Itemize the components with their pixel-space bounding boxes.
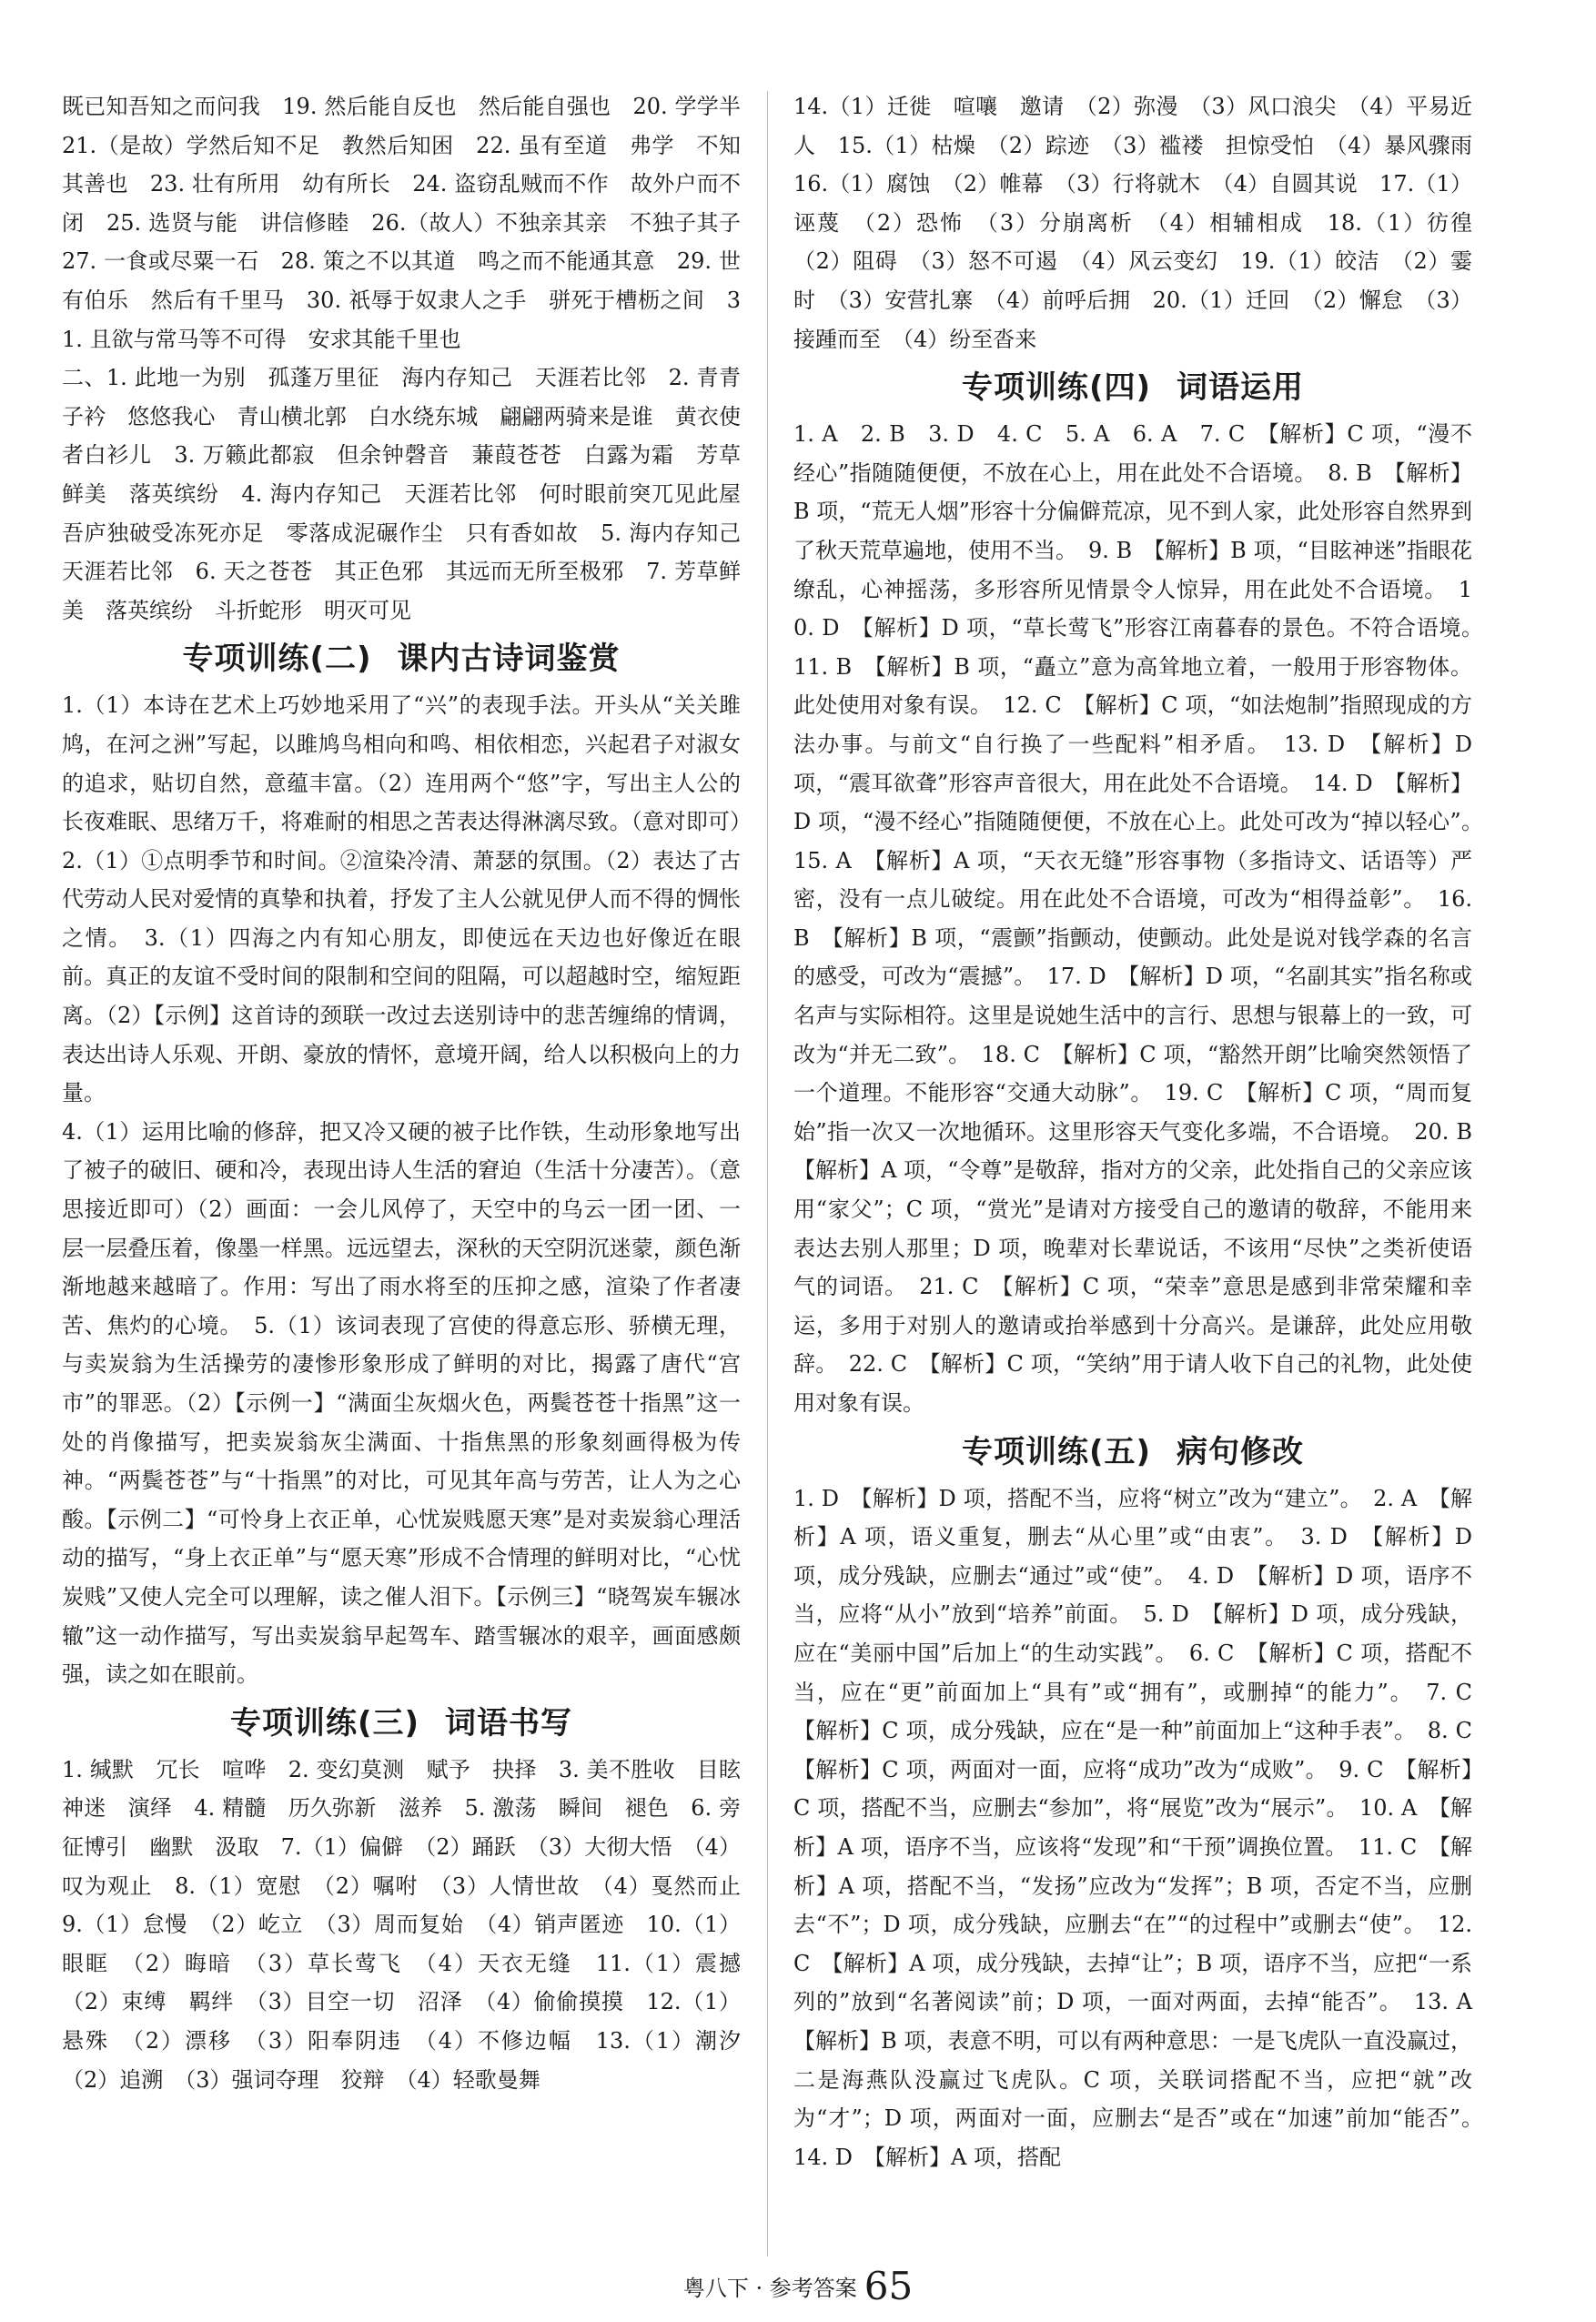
answers-sentence-correction: 1. D 【解析】D 项，搭配不当，应将“树立”改为“建立”。 2. A 【解析】A 项，语义重复，删去“从心里”或“由衷”。 3. D 【解析】D 项，成分残缺，应删去“通过”或“使”。 4. D 【解析】D 项，语序不当，应将“从小”放到“培养”前面。 5. D 【解析】D 项，成分残缺，应在“美丽中国”后加上“的生动实践”。 6. C 【解析】C 项，搭配不当，应在“更”前面加上“具有”或“拥有”，或删掉“的能力”。 7. C 【解析】C 项，成分残缺，应在“是一种”前面加上“这种手表”。 8. C 【解析】C 项，两面对一面，应将“成功”改为“成败”。 9. C 【解析】C 项，搭配不当，应删去“参加”，将“展览”改为“展示”。 10. A 【解析】A 项，语序不当，应该将“发现”和“干预”调换位置。 11. C 【解析】A 项，搭配不当，“发扬”应改为“发挥”；B 项，否定不当，应删去“不”；D 项，成分残缺，应删去“在”“的过程中”或删去“使”。 12. C 【解析】A 项，成分残缺，去掉“让”；B 项，语序不当，应把“一系列的”放到“名著阅读”前；D 项，一面对两面，去掉“能否”。 13. A 【解析】B 项，表意不明，可以有两种意思：一是飞虎队一直没赢过，二是海燕队没赢过飞虎队。C 项，关联词搭配不当，应把“就”改为“才”；D 项，两面对一面，应删去“是否”或在“加速”前加“能否”。 14. D 【解析】A 项，搭配 [793,1485,1494,2170]
page-number: 65 [864,2264,914,2308]
section-heading-4-title: 词语运用 [1177,369,1305,407]
section-heading-3-title: 词语书写 [445,1704,573,1742]
column-divider [767,91,768,2256]
answers-word-writing-cont: 14.（1）迁徙 喧嚷 邀请 （2）弥漫 （3）风口浪尖 （4）平易近人 15.（1）枯燥 （2）踪迹 （3）褴褛 担惊受怕 （4）暴风骤雨 16.（1）腐蚀 （2）帷幕 （3）行将就木 （4）自圆其说 17.（1）诬蔑 （2）恐怖 （3）分崩离析 （4）相辅相成 18.（1）彷徨 （2）阻碍 （3）怒不可遏 （4）风云变幻 19.（1）皎洁 （2）霎时 （3）安营扎寨 （4）前呼后拥 20.（1）迁回 （2）懈怠 （3）接踵而至 （4）纷至沓来 [793,94,1494,352]
answers-poem-appreciation-1-3: 1.（1）本诗在艺术上巧妙地采用了“兴”的表现手法。开头从“关关雎鸠，在河之洲”写起，以雎鸠鸟相向和鸣、相依相恋，兴起君子对淑女的追求，贴切自然，意蕴丰富。（2）连用两个“悠”字，写出主人公的长夜难眠、思绪万千，将难耐的相思之苦表达得淋漓尽致。（意对即可） 2.（1）①点明季节和时间。②渲染冷清、萧瑟的氛围。（2）表达了古代劳动人民对爱情的真挚和执着，抒发了主人公就见伊人而不得的惆怅之情。 3.（1）四海之内有知心朋友，即使远在天边也好像近在眼前。真正的友谊不受时间的限制和空间的阻隔，可以超越时空，缩短距离。（2）【示例】这首诗的颈联一改过去送别诗中的悲苦缠绵的情调，表达出诗人乐观、开朗、豪放的情怀，意境开阔，给人以积极向上的力量。 [62,692,763,1106]
answers-poem-appreciation-4-5: 4.（1）运用比喻的修辞，把又冷又硬的被子比作铁，生动形象地写出了被子的破旧、硬和冷，表现出诗人生活的窘迫（生活十分凄苦）。（意思接近即可）（2）画面：一会儿风停了，天空中的乌云一团一团、一层一层叠压着，像墨一样黑。远远望去，深秋的天空阴沉迷蒙，颜色渐渐地越来越暗了。作用：写出了雨水将至的压抑之感，渲染了作者凄苦、焦灼的心境。 5.（1）该词表现了宫使的得意忘形、骄横无理，与卖炭翁为生活操劳的凄惨形象形成了鲜明的对比，揭露了唐代“宫市”的罪恶。（2）【示例一】“满面尘灰烟火色，两鬓苍苍十指黑”这一处的肖像描写，把卖炭翁灰尘满面、十指焦黑的形象刻画得极为传神。“两鬓苍苍”与“十指黑”的对比，可见其年高与劳苦，让人为之心酸。【示例二】“可怜身上衣正单，心忧炭贱愿天寒”是对卖炭翁心理活动的描写，“身上衣正单”与“愿天寒”形成不合情理的鲜明对比，“心忧炭贱”又使人完全可以理解，读之催人泪下。【示例三】“晓驾炭车辗冰辙”这一动作描写，写出卖炭翁早起驾车、踏雪辗冰的艰辛，画面感颇强，读之如在眼前。 [62,1118,741,1688]
section-heading-4 [793,362,1472,413]
answers-poem-dictation: 二、1. 此地一为别 孤蓬万里征 海内存知己 天涯若比邻 2. 青青子衿 悠悠我心 青山横北郭 白水绕东城 翩翩两骑来是谁 黄衣使者白衫儿 3. 万籁此都寂 但余钟磬音 蒹葭苍苍 白露为霜 芳草鲜美 落英缤纷 4. 海内存知己 天涯若比邻 何时眼前突兀见此屋 吾庐独破受冻死亦足 零落成泥碾作尘 只有香如故 5. 海内存知己 天涯若比邻 6. 天之苍苍 其正色邪 其远而无所至极邪 7. 芳草鲜美 落英缤纷 斗折蛇形 明灭可见 [62,365,763,623]
right-column [793,87,1494,2176]
answers-classical-recitation: 既已知吾知之而问我 19. 然后能自反也 然后能自强也 20. 学学半 21.（是故）学然后知不足 教然后知困 22. 虽有至道 弗学 不知其善也 23. 壮有所用 幼有所长 24. 盗窃乱贼而不作 故外户而不闭 25. 选贤与能 讲信修睦 26.（故人）不独亲其亲 不独子其子 27. 一食或尽粟一石 28. 策之不以其道 鸣之而不能通其意 29. 世有伯乐 然后有千里马 30. 祇辱于奴隶人之手 骈死于槽枥之间 31. 且欲与常马等不可得 安求其能千里也 [62,94,763,352]
answers-word-usage: 1. A 2. B 3. D 4. C 5. A 6. A 7. C 【解析】C 项，“漫不经心”指随随便便，不放在心上，用在此处不合语境。 8. B 【解析】B 项，“荒无人烟”形容十分偏僻荒凉，见不到人家，此处形容自然界到了秋天荒草遍地，使用不当。 9. B 【解析】B 项，“目眩神迷”指眼花缭乱，心神摇荡，多形容所见情景令人惊异，用在此处不合语境。 10. D 【解析】D 项，“草长莺飞”形容江南暮春的景色。不符合语境。 11. B 【解析】B 项，“矗立”意为高耸地立着，一般用于形容物体。此处使用对象有误。 12. C 【解析】C 项，“如法炮制”指照现成的方法办事。与前文“自行换了一些配料”相矛盾。 13. D 【解析】D 项，“震耳欲聋”形容声音很大，用在此处不合语境。 14. D 【解析】D 项，“漫不经心”指随随便便，不放在心上。此处可改为“掉以轻心”。 15. A 【解析】A 项，“天衣无缝”形容事物（多指诗文、话语等）严密，没有一点儿破绽。用在此处不合语境，可改为“相得益彰”。 16. B 【解析】B 项，“震颤”指颤动，使颤动。此处是说对钱学森的名言的感受，可改为“震撼”。 17. D 【解析】D 项，“名副其实”指名称或名声与实际相符。这里是说她生活中的言行、思想与银幕上的一致，可改为“并无二致”。 18. C 【解析】C 项，“豁然开朗”比喻突然领悟了一个道理。不能形容“交通大动脉”。 19. C 【解析】C 项，“周而复始”指一次又一次地循环。这里形容天气变化多端，不合语境。 20. B 【解析】A 项，“令尊”是敬辞，指对方的父亲，此处指自己的父亲应该用“家父”；C 项，“赏光”是请对方接受自己的邀请的敬辞，不能用来表达去别人那里；D 项，晚辈对长辈说话，不该用“尽快”之类祈使语气的词语。 21. C 【解析】C 项，“荣幸”意思是感到非常荣耀和幸运，多用于对别人的邀请或抬举感到十分高兴。是谦辞，此处应用敬辞。 22. C 【解析】C 项，“笑纳”用于请人收下自己的礼物，此处使用对象有误。 [793,421,1494,1416]
section-heading-5-title: 病句修改 [1177,1433,1305,1470]
footer-label: 粤八下 · 参考答案 [682,2276,857,2301]
answers-word-writing: 1. 缄默 冗长 喧哗 2. 变幻莫测 赋予 抉择 3. 美不胜收 目眩神迷 演绎 4. 精髓 历久弥新 滋养 5. 激荡 瞬间 褪色 6. 旁征博引 幽默 汲取 7.（1）偏僻 （2）踊跃 （3）大彻大悟 （4）叹为观止 8.（1）宽慰 （2）嘱咐 （3）人情世故 （4）戛然而止 9.（1）怠慢 （2）屹立 （3）周而复始 （4）销声匿迹 10.（1）眼眶 （2）晦暗 （3）草长莺飞 （4）天衣无缝 11.（1）震撼 （2）束缚 羁绊 （3）目空一切 沼泽 （4）偷偷摸摸 12.（1）悬殊 （2）漂移 （3）阳奉阴违 （4）不修边幅 13.（1）潮汐 （2）追溯 （3）强词夺理 狡辩 （4）轻歌曼舞 [62,1756,763,2093]
section-heading-3 [62,1698,741,1749]
section-heading-4-number: 专项训练(四) [961,369,1152,407]
section-heading-2-number: 专项训练(二) [182,641,372,678]
section-heading-2 [62,633,741,684]
section-heading-5-number: 专项训练(五) [961,1433,1152,1470]
page-footer [0,2264,1596,2308]
section-heading-3-number: 专项训练(三) [229,1704,420,1742]
left-column [62,87,763,2099]
section-heading-5 [793,1427,1472,1478]
section-heading-2-title: 课内古诗词鉴赏 [397,641,621,678]
